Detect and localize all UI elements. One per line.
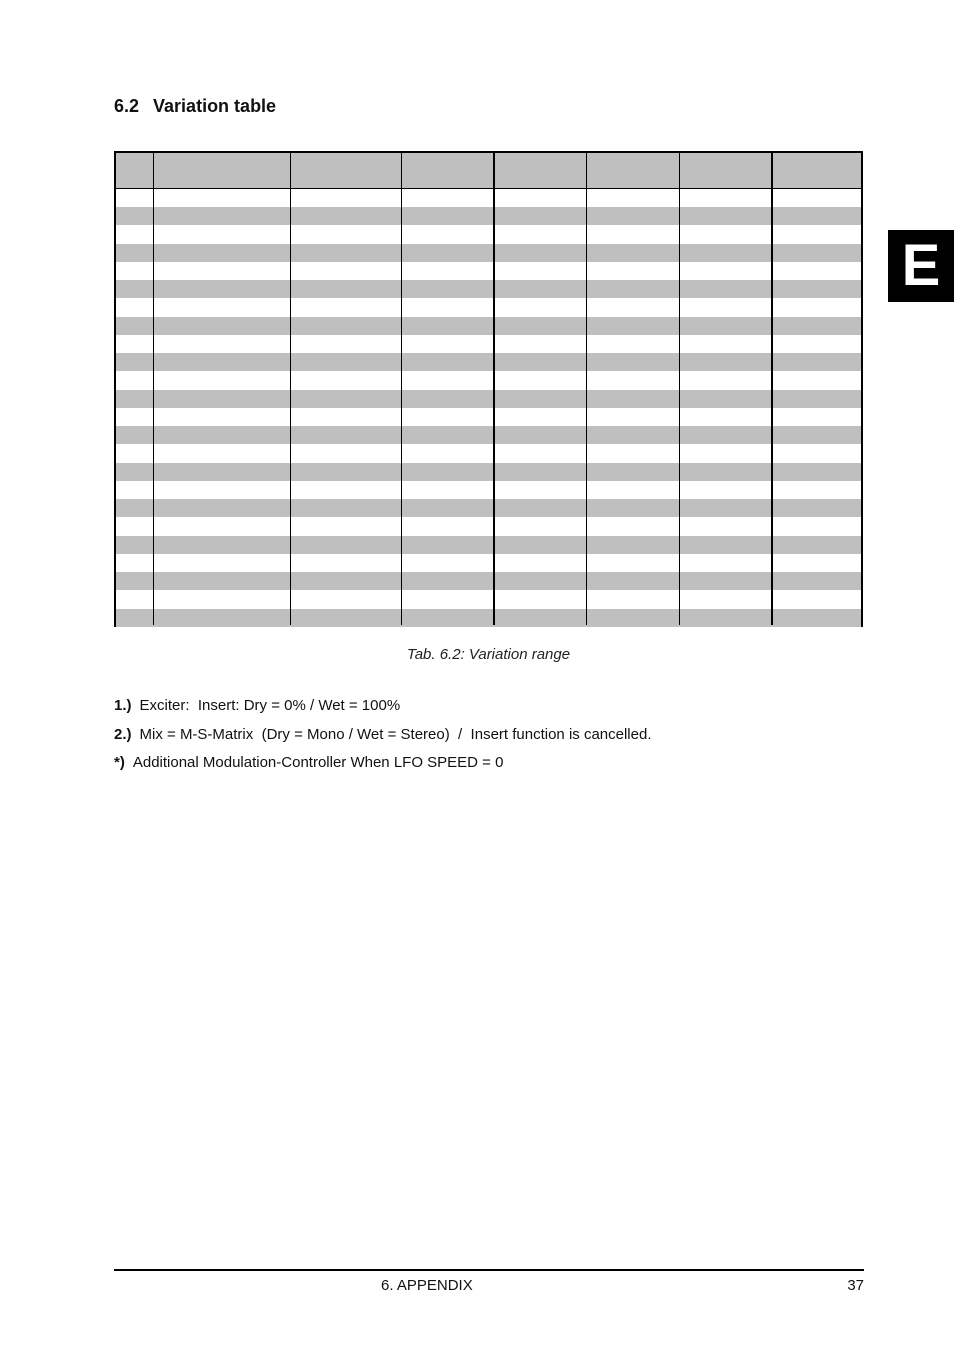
- footnote-text: Mix = M-S-Matrix (Dry = Mono / Wet = Stereo) / Insert function is cancelled.: [139, 725, 652, 743]
- column-divider: [401, 153, 402, 625]
- footnote-text: Exciter: Insert: Dry = 0% / Wet = 100%: [139, 697, 401, 714]
- column-divider: [290, 153, 291, 625]
- table-header-row: [116, 153, 861, 189]
- table-row: [116, 426, 861, 444]
- table-row: [116, 463, 861, 481]
- footnote-text: Additional Modulation-Controller When LFO SPEED = 0: [132, 754, 504, 771]
- table-row: [116, 317, 861, 335]
- table-row: [116, 536, 861, 554]
- chapter-side-tab: E: [888, 230, 954, 302]
- footnote-marker: 2.): [114, 725, 132, 743]
- table-row: [116, 408, 861, 426]
- table-row: [116, 262, 861, 280]
- table-row: [116, 481, 861, 499]
- table-row: [116, 518, 861, 536]
- table-row: [116, 244, 861, 262]
- column-divider: [679, 153, 680, 625]
- table-row: [116, 299, 861, 317]
- footnote-marker: 1.): [114, 697, 132, 714]
- footnote-2: [114, 726, 652, 755]
- section-number: 6.2: [114, 96, 140, 116]
- table-row: [116, 445, 861, 463]
- table-row: [116, 226, 861, 244]
- variation-table: [114, 151, 863, 627]
- column-divider: [153, 153, 154, 625]
- section-heading: [114, 96, 276, 117]
- footnote-1: [114, 697, 652, 726]
- footnote-marker: *): [114, 754, 125, 771]
- table-row: [116, 280, 861, 298]
- table-row: [116, 335, 861, 353]
- footnotes: [114, 697, 652, 783]
- page-number: 37: [847, 1277, 864, 1294]
- footer-rule: [114, 1269, 864, 1271]
- table-row: [116, 390, 861, 408]
- footer-chapter: 6. APPENDIX: [381, 1277, 473, 1294]
- table-row: [116, 353, 861, 371]
- column-divider: [771, 153, 773, 625]
- table-row: [116, 189, 861, 207]
- table-row: [116, 207, 861, 225]
- table-row: [116, 499, 861, 517]
- table-row: [116, 372, 861, 390]
- table-row: [116, 572, 861, 590]
- footnote-3: [114, 754, 652, 783]
- table-row: [116, 591, 861, 609]
- column-divider: [493, 153, 495, 625]
- table-caption: Tab. 6.2: Variation range: [406, 646, 571, 663]
- table-row: [116, 609, 861, 627]
- section-title: Variation table: [153, 96, 277, 116]
- column-divider: [586, 153, 587, 625]
- table-row: [116, 554, 861, 572]
